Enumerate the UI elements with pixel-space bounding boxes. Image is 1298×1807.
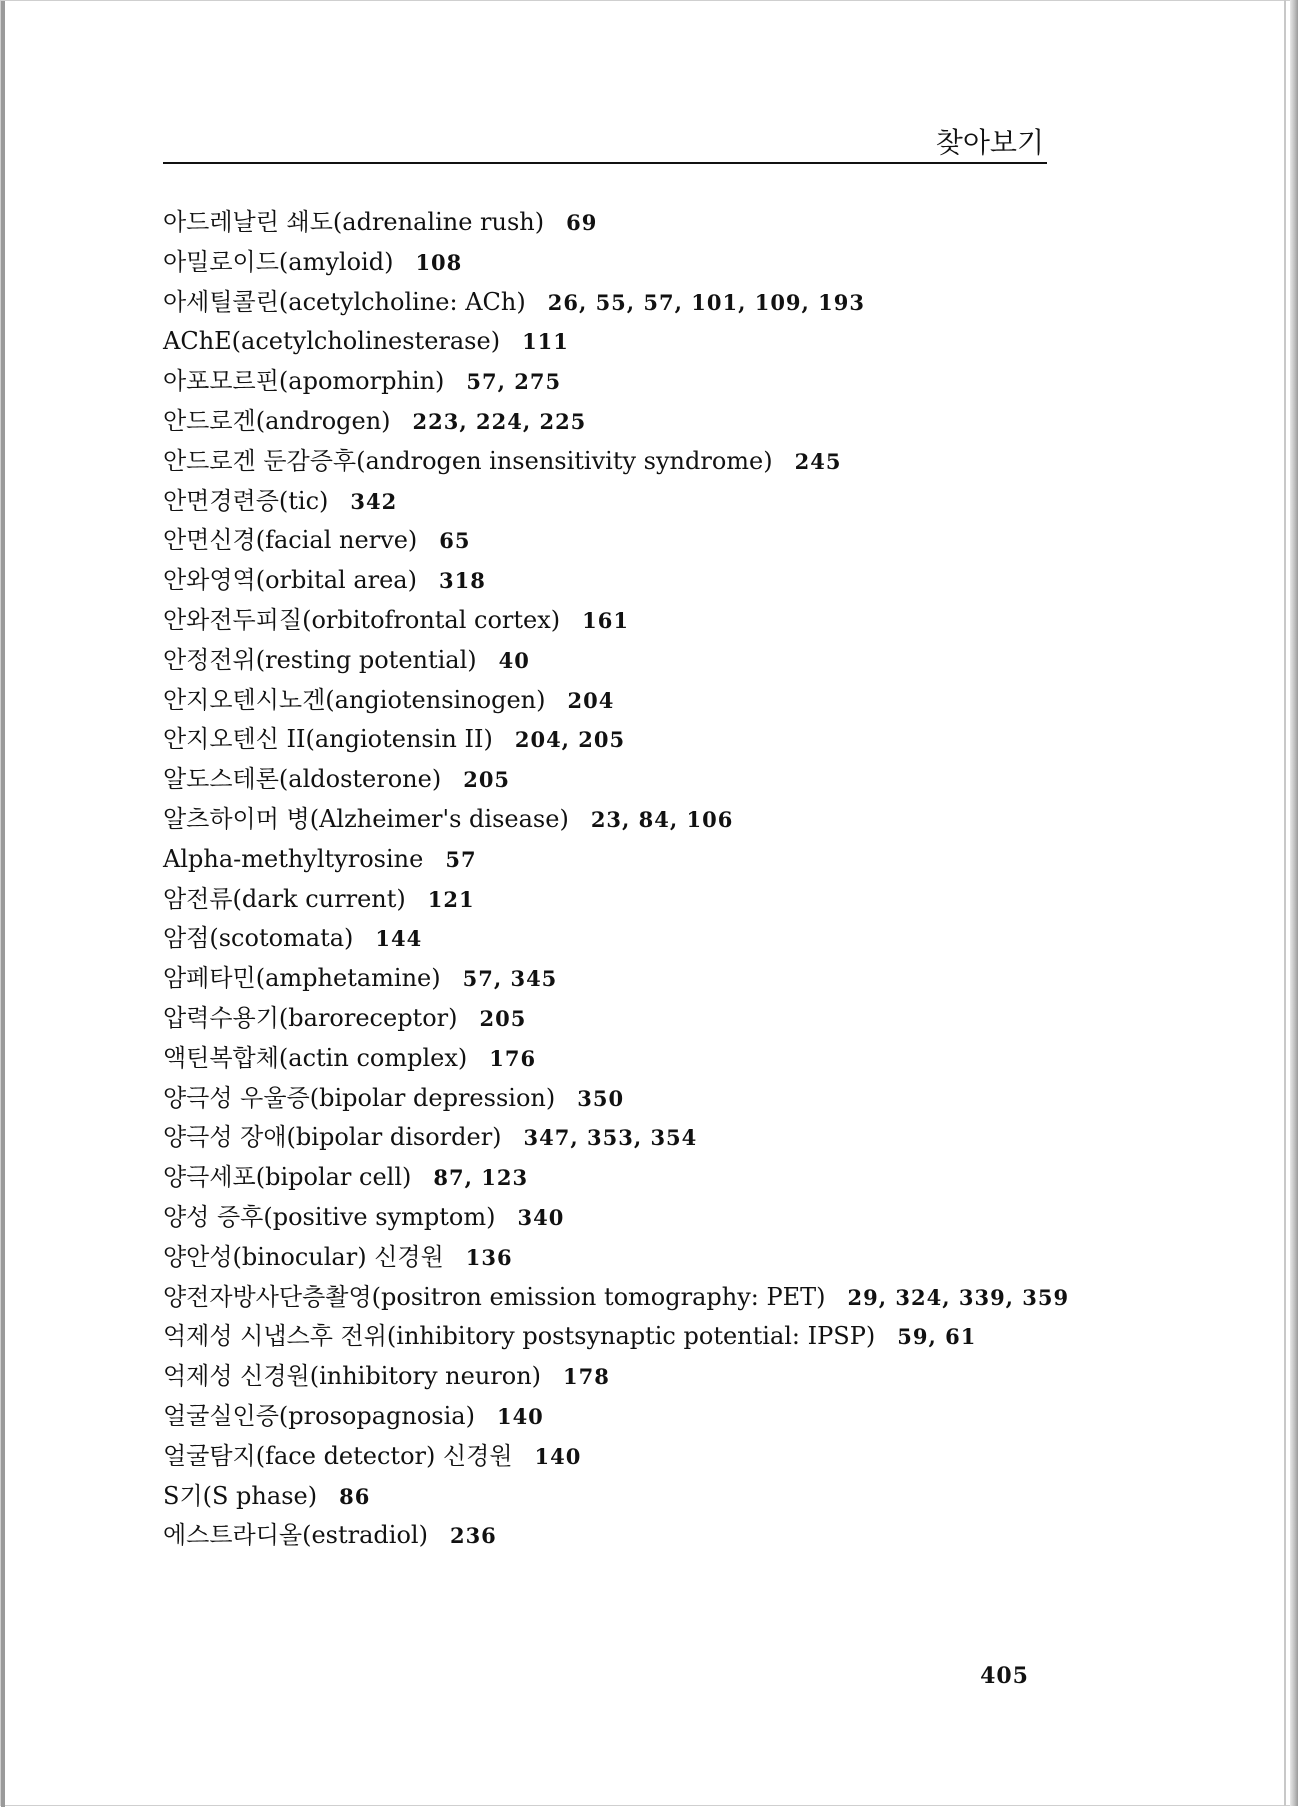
index-pages: 87, 123 bbox=[433, 1165, 529, 1191]
index-entry bbox=[163, 1397, 1103, 1437]
index-entry-list bbox=[163, 203, 1103, 1556]
index-entry bbox=[163, 243, 1103, 283]
running-head: 찾아보기 bbox=[935, 126, 1044, 159]
index-term: 양전자방사단층촬영(positron emission tomography: PET) bbox=[163, 1282, 826, 1311]
index-term: 양극성 장애(bipolar disorder) bbox=[163, 1123, 502, 1152]
index-term: 양성 증후(positive symptom) bbox=[163, 1202, 496, 1231]
index-term: 암점(scotomata) bbox=[163, 924, 354, 953]
index-entry bbox=[163, 561, 1103, 601]
index-entry bbox=[163, 800, 1103, 840]
index-entry bbox=[163, 880, 1103, 920]
index-pages: 245 bbox=[794, 448, 842, 474]
index-term: 억제성 신경원(inhibitory neuron) bbox=[163, 1362, 542, 1391]
index-pages: 223, 224, 225 bbox=[412, 408, 587, 434]
index-pages: 204, 205 bbox=[514, 727, 626, 753]
index-entry bbox=[163, 601, 1103, 641]
index-pages: 340 bbox=[517, 1204, 565, 1230]
index-pages: 111 bbox=[522, 329, 569, 355]
index-entry bbox=[163, 1317, 1103, 1357]
index-term: Alpha-methyltyrosine bbox=[163, 844, 424, 873]
index-pages: 236 bbox=[449, 1523, 497, 1549]
index-term: 안정전위(resting potential) bbox=[163, 645, 477, 674]
index-entry bbox=[163, 203, 1103, 243]
index-term: 암전류(dark current) bbox=[163, 884, 406, 913]
index-term: 얼굴실인증(prosopagnosia) bbox=[163, 1401, 475, 1430]
index-pages: 318 bbox=[438, 568, 486, 594]
index-term: 안지오텐시노겐(angiotensinogen) bbox=[163, 685, 546, 714]
index-pages: 136 bbox=[465, 1244, 513, 1270]
index-term: 억제성 시냅스후 전위(inhibitory postsynaptic potential: IPSP) bbox=[163, 1322, 876, 1351]
index-pages: 59, 61 bbox=[897, 1324, 977, 1350]
index-term: 알츠하이머 병(Alzheimer's disease) bbox=[163, 804, 569, 833]
index-entry bbox=[163, 482, 1103, 522]
index-pages: 26, 55, 57, 101, 109, 193 bbox=[547, 289, 866, 315]
index-term: 안드로겐 둔감증후(androgen insensitivity syndrome) bbox=[163, 446, 773, 475]
index-pages: 23, 84, 106 bbox=[590, 806, 734, 832]
index-term: 안와영역(orbital area) bbox=[163, 566, 417, 595]
index-entry bbox=[163, 959, 1103, 999]
index-term: 안지오텐신 II(angiotensin II) bbox=[163, 725, 493, 754]
page-number: 405 bbox=[980, 1663, 1029, 1689]
index-pages: 176 bbox=[489, 1045, 537, 1071]
index-entry bbox=[163, 521, 1103, 561]
index-term: 안면신경(facial nerve) bbox=[163, 526, 418, 555]
index-entry bbox=[163, 402, 1103, 442]
index-entry bbox=[163, 1198, 1103, 1238]
index-entry bbox=[163, 1357, 1103, 1397]
header-rule bbox=[163, 162, 1047, 164]
index-pages: 121 bbox=[427, 886, 475, 912]
index-entry bbox=[163, 1039, 1103, 1079]
index-entry bbox=[163, 1477, 1103, 1517]
index-term: S기(S phase) bbox=[163, 1481, 318, 1510]
index-pages: 57, 275 bbox=[466, 369, 562, 395]
index-entry bbox=[163, 641, 1103, 681]
page-right-edge bbox=[1290, 0, 1298, 1806]
index-term: 안면경련증(tic) bbox=[163, 486, 329, 515]
index-term: 안드로겐(androgen) bbox=[163, 406, 391, 435]
index-pages: 40 bbox=[498, 647, 530, 673]
index-entry bbox=[163, 283, 1103, 323]
index-pages: 86 bbox=[339, 1483, 371, 1509]
index-pages: 29, 324, 339, 359 bbox=[847, 1284, 1070, 1310]
index-entry bbox=[163, 1158, 1103, 1198]
index-entry bbox=[163, 681, 1103, 721]
index-term: 양극세포(bipolar cell) bbox=[163, 1163, 412, 1192]
index-entry bbox=[163, 1278, 1103, 1318]
index-entry bbox=[163, 1238, 1103, 1278]
index-entry bbox=[163, 1079, 1103, 1119]
index-term: 안와전두피질(orbitofrontal cortex) bbox=[163, 605, 561, 634]
index-term: 압력수용기(baroreceptor) bbox=[163, 1003, 458, 1032]
index-pages: 65 bbox=[439, 528, 471, 554]
index-entry bbox=[163, 720, 1103, 760]
index-entry bbox=[163, 840, 1103, 880]
index-term: 양극성 우울증(bipolar depression) bbox=[163, 1083, 556, 1112]
page-left-edge bbox=[1, 1, 5, 1807]
index-term: 암페타민(amphetamine) bbox=[163, 964, 441, 993]
index-term: 아포모르핀(apomorphin) bbox=[163, 367, 445, 396]
index-pages: 108 bbox=[415, 249, 463, 275]
index-term: 알도스테론(aldosterone) bbox=[163, 765, 442, 794]
index-pages: 57, 345 bbox=[462, 966, 558, 992]
index-entry bbox=[163, 322, 1103, 362]
index-pages: 57 bbox=[445, 846, 477, 872]
index-pages: 69 bbox=[566, 210, 598, 235]
index-entry bbox=[163, 999, 1103, 1039]
index-term: 아드레날린 쇄도(adrenaline rush) bbox=[163, 208, 545, 236]
index-term: 양안성(binocular) 신경원 bbox=[163, 1242, 444, 1271]
index-pages: 140 bbox=[534, 1443, 582, 1469]
index-entry bbox=[163, 1437, 1103, 1477]
index-pages: 350 bbox=[577, 1085, 625, 1111]
index-term: 에스트라디올(estradiol) bbox=[163, 1521, 428, 1550]
index-term: 액틴복합체(actin complex) bbox=[163, 1043, 468, 1072]
index-term: 아세틸콜린(acetylcholine: ACh) bbox=[163, 287, 526, 316]
index-entry bbox=[163, 760, 1103, 800]
index-entry bbox=[163, 1516, 1103, 1556]
index-pages: 161 bbox=[582, 607, 629, 633]
index-pages: 140 bbox=[496, 1403, 544, 1429]
index-entry bbox=[163, 919, 1103, 959]
page-edge-line bbox=[1284, 0, 1286, 1806]
index-term: AChE(acetylcholinesterase) bbox=[163, 327, 501, 356]
index-pages: 342 bbox=[350, 488, 398, 514]
index-pages: 204 bbox=[567, 687, 615, 713]
index-pages: 144 bbox=[375, 926, 423, 952]
index-entry bbox=[163, 362, 1103, 402]
index-pages: 205 bbox=[479, 1005, 527, 1031]
index-entry bbox=[163, 1118, 1103, 1158]
index-entry bbox=[163, 442, 1103, 482]
index-pages: 347, 353, 354 bbox=[523, 1125, 698, 1151]
index-term: 얼굴탐지(face detector) 신경원 bbox=[163, 1441, 513, 1470]
index-pages: 205 bbox=[463, 767, 511, 793]
index-pages: 178 bbox=[563, 1364, 610, 1390]
index-term: 아밀로이드(amyloid) bbox=[163, 247, 394, 276]
